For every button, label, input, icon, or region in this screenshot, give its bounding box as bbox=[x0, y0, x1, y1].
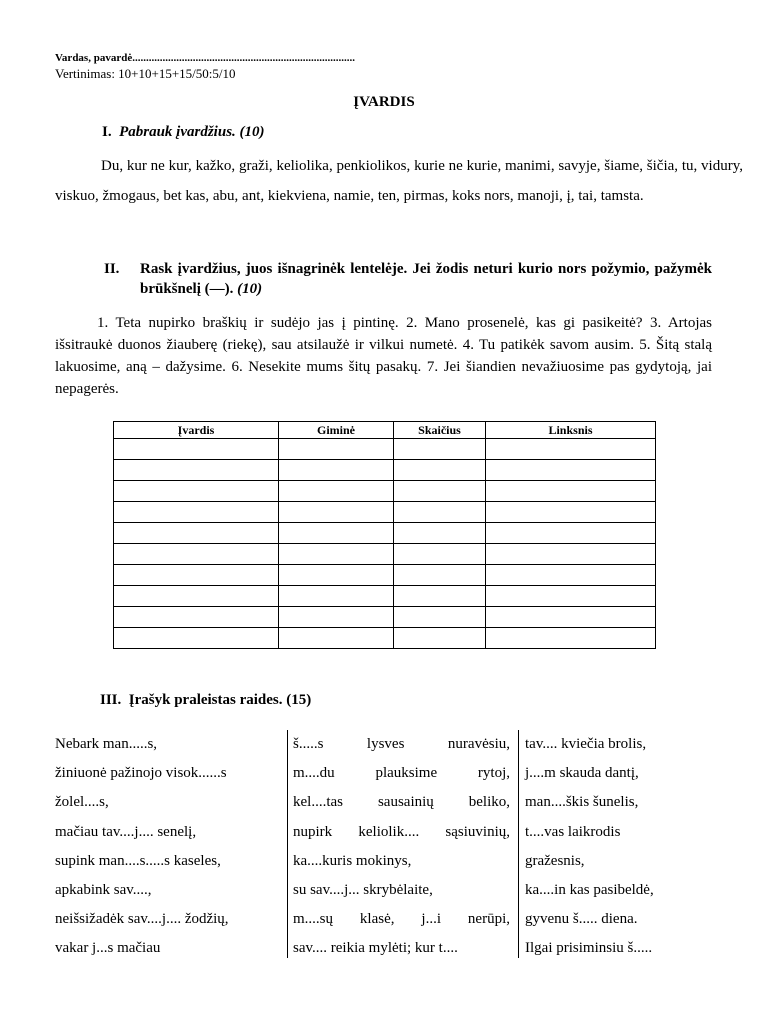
list-item: su sav....j... skrybėlaite, bbox=[293, 882, 433, 899]
table-cell[interactable] bbox=[279, 607, 394, 628]
table-header-row bbox=[114, 422, 656, 439]
list-item: m....du plauksime rytoj, bbox=[293, 765, 510, 782]
table-cell[interactable] bbox=[279, 502, 394, 523]
list-item: ka....in kas pasibeldė, bbox=[525, 882, 654, 899]
list-item: apkabink sav...., bbox=[55, 882, 152, 899]
list-item: nupirk keliolik.... sąsiuvinių, bbox=[293, 823, 510, 840]
table-cell[interactable] bbox=[486, 607, 656, 628]
table-cell[interactable] bbox=[114, 628, 279, 649]
section-3-heading bbox=[100, 692, 311, 709]
analysis-table bbox=[113, 421, 656, 649]
table-cell[interactable] bbox=[486, 628, 656, 649]
table-cell[interactable] bbox=[486, 565, 656, 586]
section-1-points: (10) bbox=[239, 124, 265, 140]
table-header-ivardis: Įvardis bbox=[114, 422, 279, 439]
grading-line: Vertinimas: 10+10+15+15/50:5/10 bbox=[55, 66, 236, 81]
table-cell[interactable] bbox=[394, 628, 486, 649]
list-item: vakar j...s mačiau bbox=[55, 940, 161, 957]
list-item: neišsižadėk sav....j.... žodžių, bbox=[55, 911, 229, 928]
table-cell[interactable] bbox=[114, 460, 279, 481]
fill-in-column-1 bbox=[55, 730, 280, 964]
list-item: gražesnis, bbox=[525, 852, 585, 869]
table-cell[interactable] bbox=[114, 544, 279, 565]
table-cell[interactable] bbox=[486, 523, 656, 544]
table-cell[interactable] bbox=[279, 481, 394, 502]
list-item: supink man....s.....s kaseles, bbox=[55, 852, 221, 869]
table-cell[interactable] bbox=[114, 565, 279, 586]
list-item: m....sų klasė, j...i nerūpi, bbox=[293, 911, 510, 928]
table-cell[interactable] bbox=[279, 439, 394, 460]
table-cell[interactable] bbox=[114, 439, 279, 460]
table-cell[interactable] bbox=[114, 502, 279, 523]
table-row bbox=[114, 607, 656, 628]
list-item: žiniuonė pažinojo visok......s bbox=[55, 765, 227, 782]
table-row bbox=[114, 586, 656, 607]
table-cell[interactable] bbox=[279, 460, 394, 481]
list-item: sav.... reikia mylėti; kur t.... bbox=[293, 940, 458, 957]
section-2-number: II. bbox=[104, 261, 120, 277]
table-cell[interactable] bbox=[394, 565, 486, 586]
table-cell[interactable] bbox=[486, 439, 656, 460]
table-row bbox=[114, 544, 656, 565]
list-item: š.....s lysves nuravėsiu, bbox=[293, 736, 510, 752]
table-cell[interactable] bbox=[394, 544, 486, 565]
name-field-line: Vardas, pavardė................................................................................. bbox=[55, 52, 355, 64]
table-row bbox=[114, 565, 656, 586]
section-1-word-list: Du, kur ne kur, kažko, graži, keliolika, penkiolikos, kurie ne kurie, manimi, savyje, šiame, šičia, tu, vidury, viskuo, žmogaus, bet kas, abu, ant, kiekviena, namie, ten, pirmas, koks nors, manoji, į, tai, tamsta. bbox=[55, 158, 743, 204]
table-cell[interactable] bbox=[279, 586, 394, 607]
list-item: žolel....s, bbox=[55, 794, 109, 811]
table-row bbox=[114, 628, 656, 649]
section-2-task: Rask įvardžius, juos išnagrinėk lentelėje. Jei žodis neturi kurio nors požymio, pažymėk brūkšnelį (—). bbox=[140, 261, 712, 297]
fill-in-column-3 bbox=[525, 730, 715, 964]
table-cell[interactable] bbox=[486, 502, 656, 523]
list-item: Ilgai prisiminsiu š..... bbox=[525, 940, 653, 957]
table-header-skaicius: Skaičius bbox=[394, 422, 486, 439]
list-item: ka....kuris mokinys, bbox=[293, 852, 412, 869]
section-2-points: (10) bbox=[237, 281, 263, 297]
table-cell[interactable] bbox=[394, 460, 486, 481]
table-row bbox=[114, 439, 656, 460]
section-1-number: I. bbox=[102, 124, 112, 140]
fill-in-column-2 bbox=[293, 730, 510, 964]
section-1-task: Pabrauk įvardžius. bbox=[119, 124, 236, 140]
table-cell[interactable] bbox=[394, 523, 486, 544]
table-cell[interactable] bbox=[279, 565, 394, 586]
section-3-points: (15) bbox=[286, 692, 312, 708]
table-cell[interactable] bbox=[114, 523, 279, 544]
table-header-gimine: Giminė bbox=[279, 422, 394, 439]
table-cell[interactable] bbox=[394, 607, 486, 628]
section-2-sentences: 1. Teta nupirko braškių ir sudėjo jas į pintinę. 2. Mano prosenelė, kas gi pasikeitė? 3. Artojas išsitraukė duonos žiauberę (riekę), sau atsilaužė ir vilkui numetė. 4. Tu patikėk savom ausim. 5. Šitą stalą lakuosime, aną – dažysime. 6. Nesekite mums šitų pasakų. 7. Jei šiandien nevažiuosime pas gydytoją, jai nepagerės. bbox=[55, 315, 712, 397]
table-cell[interactable] bbox=[486, 544, 656, 565]
table-row bbox=[114, 460, 656, 481]
list-item: mačiau tav....j.... senelį, bbox=[55, 823, 197, 840]
table-cell[interactable] bbox=[279, 628, 394, 649]
list-item: man....škis šunelis, bbox=[525, 794, 639, 811]
list-item: t....vas laikrodis bbox=[525, 823, 621, 840]
page-title: ĮVARDIS bbox=[353, 94, 415, 110]
list-item: Nebark man.....s, bbox=[55, 736, 158, 752]
column-divider bbox=[518, 730, 519, 958]
list-item: kel....tas sausainių beliko, bbox=[293, 794, 510, 811]
table-cell[interactable] bbox=[279, 523, 394, 544]
section-2-heading bbox=[104, 259, 712, 299]
table-row bbox=[114, 481, 656, 502]
table-cell[interactable] bbox=[114, 586, 279, 607]
table-header-linksnis: Linksnis bbox=[486, 422, 656, 439]
table-cell[interactable] bbox=[114, 481, 279, 502]
list-item: j....m skauda dantį, bbox=[525, 765, 639, 782]
table-cell[interactable] bbox=[486, 460, 656, 481]
list-item: gyvenu š..... diena. bbox=[525, 911, 638, 928]
table-cell[interactable] bbox=[394, 502, 486, 523]
section-3-number: III. bbox=[100, 692, 122, 708]
table-row bbox=[114, 502, 656, 523]
table-row bbox=[114, 523, 656, 544]
table-cell[interactable] bbox=[114, 607, 279, 628]
column-divider bbox=[287, 730, 288, 958]
section-3-task: Įrašyk praleistas raides. bbox=[128, 692, 283, 708]
section-1-heading bbox=[102, 124, 265, 141]
table-cell[interactable] bbox=[486, 481, 656, 502]
table-cell[interactable] bbox=[394, 439, 486, 460]
table-cell[interactable] bbox=[486, 586, 656, 607]
list-item: tav.... kviečia brolis, bbox=[525, 736, 647, 752]
table-cell[interactable] bbox=[394, 481, 486, 502]
table-cell[interactable] bbox=[279, 544, 394, 565]
table-cell[interactable] bbox=[394, 586, 486, 607]
